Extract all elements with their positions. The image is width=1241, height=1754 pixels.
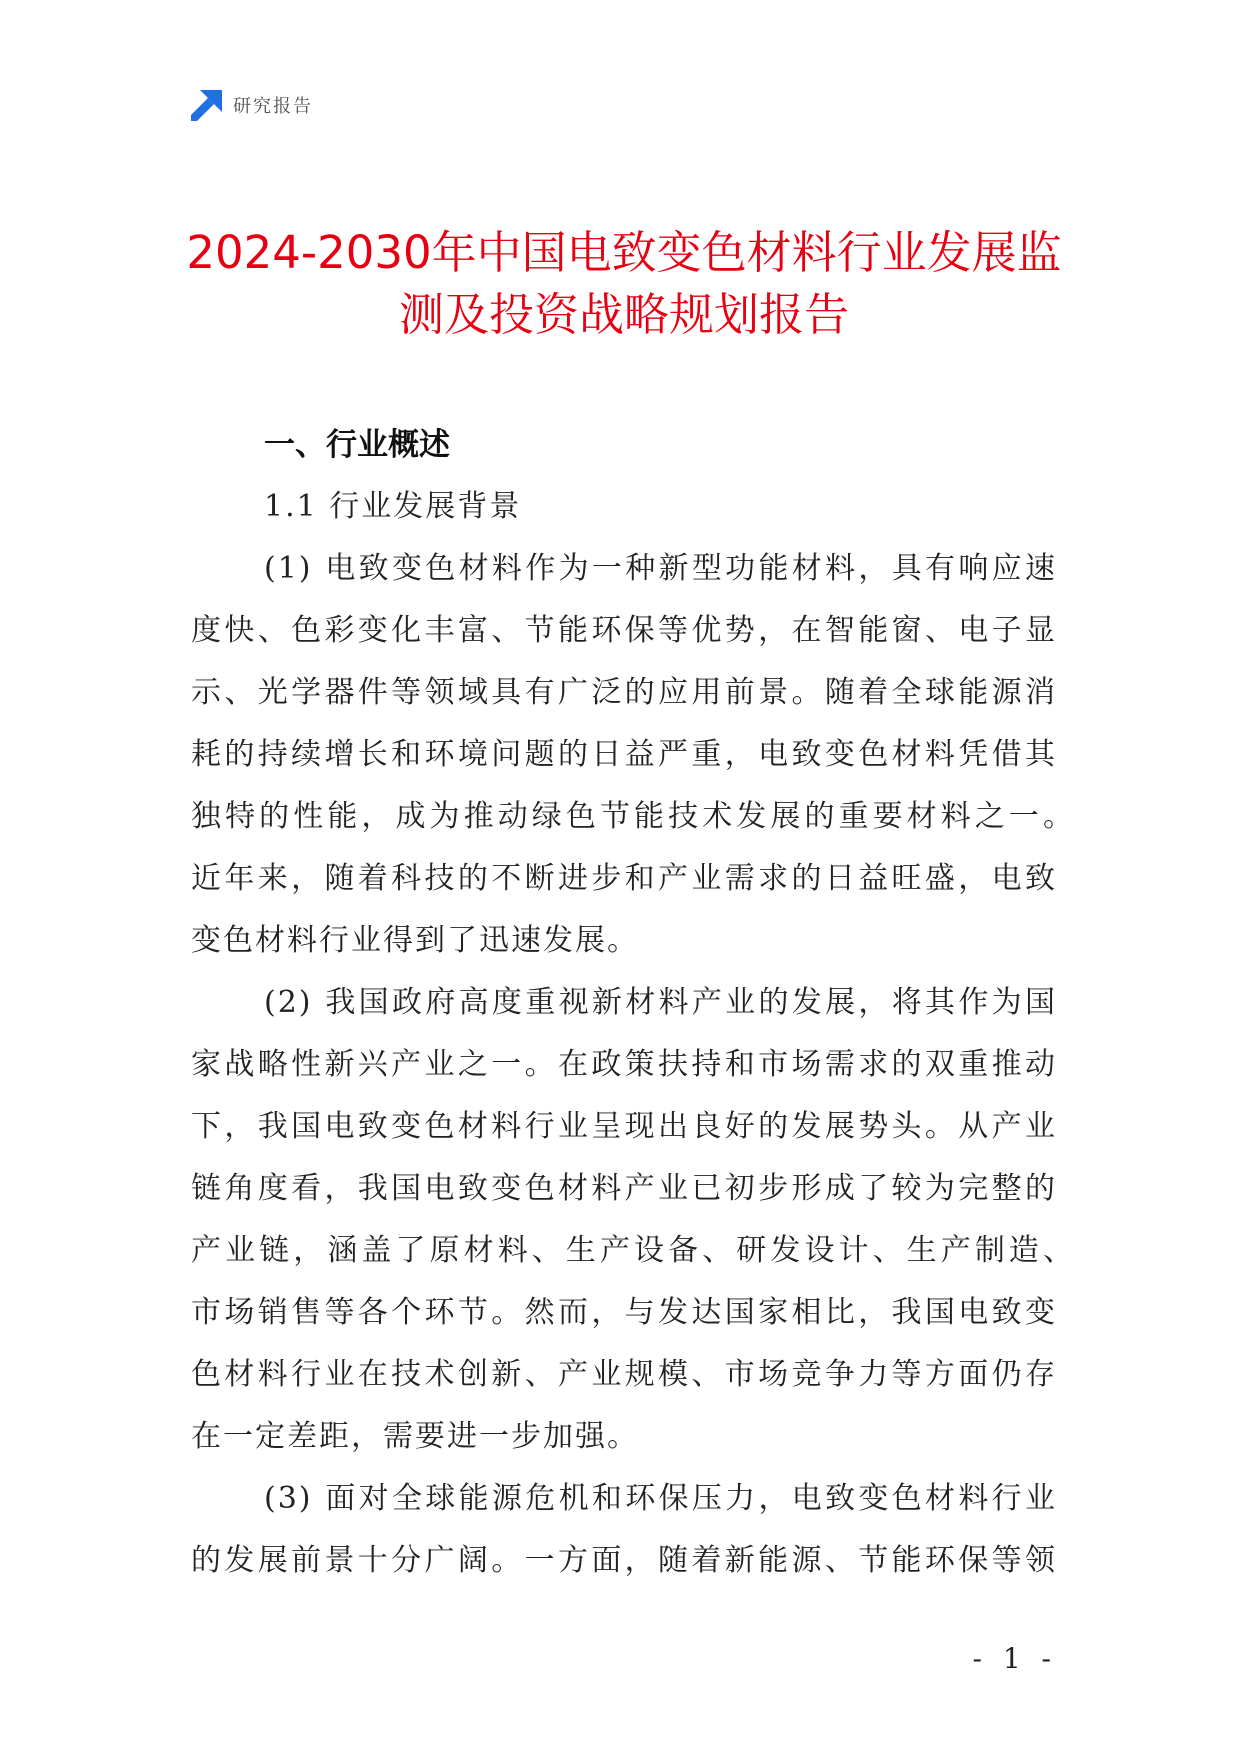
text-line: 示、光学器件等领域具有广泛的应用前景。随着全球能源消 [191,675,1057,710]
text-line: 产业链，涵盖了原材料、生产设备、研发设计、生产制造、 [191,1233,1075,1268]
text-line: (3) 面对全球能源危机和环保压力，电致变色材料行业 [264,1481,1057,1516]
text-line: 链角度看，我国电致变色材料产业已初步形成了较为完整的 [191,1171,1057,1206]
text-line: 在一定差距，需要进一步加强。 [191,1419,639,1454]
text-line: (2) 我国政府高度重视新材料产业的发展，将其作为国 [264,985,1057,1020]
title-line: 测及投资战略规划报告 [398,288,849,341]
text-line: 近年来，随着科技的不断进步和产业需求的日益旺盛，电致 [191,861,1057,896]
text-line: 变色材料行业得到了迅速发展。 [191,923,639,958]
arrow-up-right-icon [191,90,222,121]
text-line: 度快、色彩变化丰富、节能环保等优势，在智能窗、电子显 [191,613,1057,648]
document-title [181,222,1067,346]
text-line: 耗的持续增长和环境问题的日益严重，电致变色材料凭借其 [191,737,1057,772]
body-text [191,538,1075,1592]
text-line: 独特的性能，成为推动绿色节能技术发展的重要材料之一。 [191,799,1075,834]
paragraph [191,538,1075,972]
section-heading: 一、行业概述 [264,427,450,463]
text-line: 色材料行业在技术创新、产业规模、市场竞争力等方面仍存 [191,1357,1057,1392]
paragraph [191,972,1075,1468]
paragraph [191,1468,1057,1592]
subsection-heading: 1.1 行业发展背景 [264,489,522,524]
text-line: 家战略性新兴产业之一。在政策扶持和市场需求的双重推动 [191,1047,1057,1082]
title-line: 2024-2030年中国电致变色材料行业发展监 [186,226,1062,279]
page-number: - 1 - [972,1642,1057,1675]
text-line: 下，我国电致变色材料行业呈现出良好的发展势头。从产业 [191,1109,1057,1144]
header-label: 研究报告 [233,96,313,117]
text-line: 的发展前景十分广阔。一方面，随着新能源、节能环保等领 [191,1543,1057,1578]
text-line: 市场销售等各个环节。然而，与发达国家相比，我国电致变 [191,1295,1057,1330]
text-line: (1) 电致变色材料作为一种新型功能材料，具有响应速 [264,551,1057,586]
